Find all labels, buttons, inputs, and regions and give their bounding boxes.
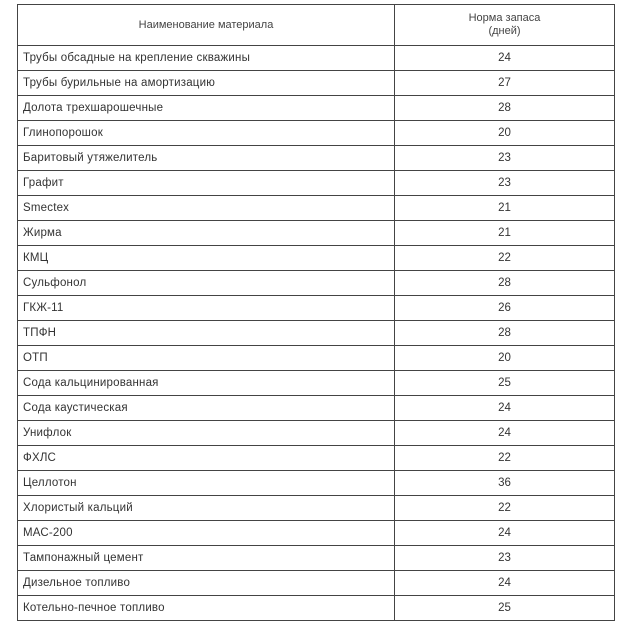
materials-table-container <box>17 4 614 621</box>
material-name-cell: Хлористый кальций <box>18 496 395 521</box>
table-row <box>18 121 615 146</box>
material-name-cell: Тампонажный цемент <box>18 546 395 571</box>
table-body <box>18 46 615 621</box>
material-name-cell: Трубы обсадные на крепление скважины <box>18 46 395 71</box>
stock-days-cell: 25 <box>395 371 615 396</box>
material-name-cell: КМЦ <box>18 246 395 271</box>
table-row <box>18 46 615 71</box>
material-name-cell: Дизельное топливо <box>18 571 395 596</box>
table-row <box>18 146 615 171</box>
material-name-cell: Smectex <box>18 196 395 221</box>
stock-days-cell: 25 <box>395 596 615 621</box>
stock-days-cell: 28 <box>395 321 615 346</box>
stock-days-cell: 24 <box>395 46 615 71</box>
stock-days-cell: 28 <box>395 96 615 121</box>
table-row <box>18 321 615 346</box>
header-material-name-label: Наименование материала <box>138 18 274 31</box>
table-row <box>18 346 615 371</box>
stock-days-cell: 28 <box>395 271 615 296</box>
stock-days-cell: 24 <box>395 421 615 446</box>
stock-days-cell: 27 <box>395 71 615 96</box>
material-name-cell: Унифлок <box>18 421 395 446</box>
header-stock-norm-line2: (дней) <box>488 25 521 37</box>
material-name-cell: Котельно-печное топливо <box>18 596 395 621</box>
material-name-cell: ТПФН <box>18 321 395 346</box>
stock-days-cell: 21 <box>395 221 615 246</box>
table-row <box>18 396 615 421</box>
stock-days-cell: 23 <box>395 171 615 196</box>
material-name-cell: Баритовый утяжелитель <box>18 146 395 171</box>
material-name-cell: Глинопорошок <box>18 121 395 146</box>
material-name-cell: Долота трехшарошечные <box>18 96 395 121</box>
table-row <box>18 246 615 271</box>
material-name-cell: Графит <box>18 171 395 196</box>
material-name-cell: Сода каустическая <box>18 396 395 421</box>
stock-days-cell: 23 <box>395 146 615 171</box>
stock-days-cell: 20 <box>395 121 615 146</box>
header-row <box>18 5 615 46</box>
stock-days-cell: 22 <box>395 246 615 271</box>
material-name-cell: ГКЖ-11 <box>18 296 395 321</box>
table-header <box>18 5 615 46</box>
table-row <box>18 421 615 446</box>
stock-days-cell: 24 <box>395 396 615 421</box>
stock-days-cell: 21 <box>395 196 615 221</box>
material-name-cell: МАС-200 <box>18 521 395 546</box>
table-row <box>18 521 615 546</box>
table-row <box>18 596 615 621</box>
material-name-cell: Целлотон <box>18 471 395 496</box>
material-name-cell: Сульфонол <box>18 271 395 296</box>
stock-days-cell: 23 <box>395 546 615 571</box>
table-row <box>18 171 615 196</box>
stock-days-cell: 24 <box>395 521 615 546</box>
stock-days-cell: 22 <box>395 496 615 521</box>
table-row <box>18 96 615 121</box>
stock-days-cell: 26 <box>395 296 615 321</box>
table-row <box>18 196 615 221</box>
table-row <box>18 296 615 321</box>
header-stock-norm <box>395 5 615 46</box>
table-row <box>18 271 615 296</box>
header-material-name <box>18 5 395 46</box>
table-row <box>18 546 615 571</box>
table-row <box>18 371 615 396</box>
table-row <box>18 471 615 496</box>
header-stock-norm-line1: Норма запаса <box>468 12 541 24</box>
material-name-cell: ФХЛС <box>18 446 395 471</box>
table-row <box>18 446 615 471</box>
stock-days-cell: 22 <box>395 446 615 471</box>
stock-days-cell: 36 <box>395 471 615 496</box>
stock-days-cell: 24 <box>395 571 615 596</box>
material-name-cell: ОТП <box>18 346 395 371</box>
table-row <box>18 571 615 596</box>
material-name-cell: Трубы бурильные на амортизацию <box>18 71 395 96</box>
material-name-cell: Сода кальцинированная <box>18 371 395 396</box>
materials-stock-norm-table <box>17 4 615 621</box>
table-row <box>18 71 615 96</box>
table-row <box>18 221 615 246</box>
material-name-cell: Жирма <box>18 221 395 246</box>
table-row <box>18 496 615 521</box>
stock-days-cell: 20 <box>395 346 615 371</box>
